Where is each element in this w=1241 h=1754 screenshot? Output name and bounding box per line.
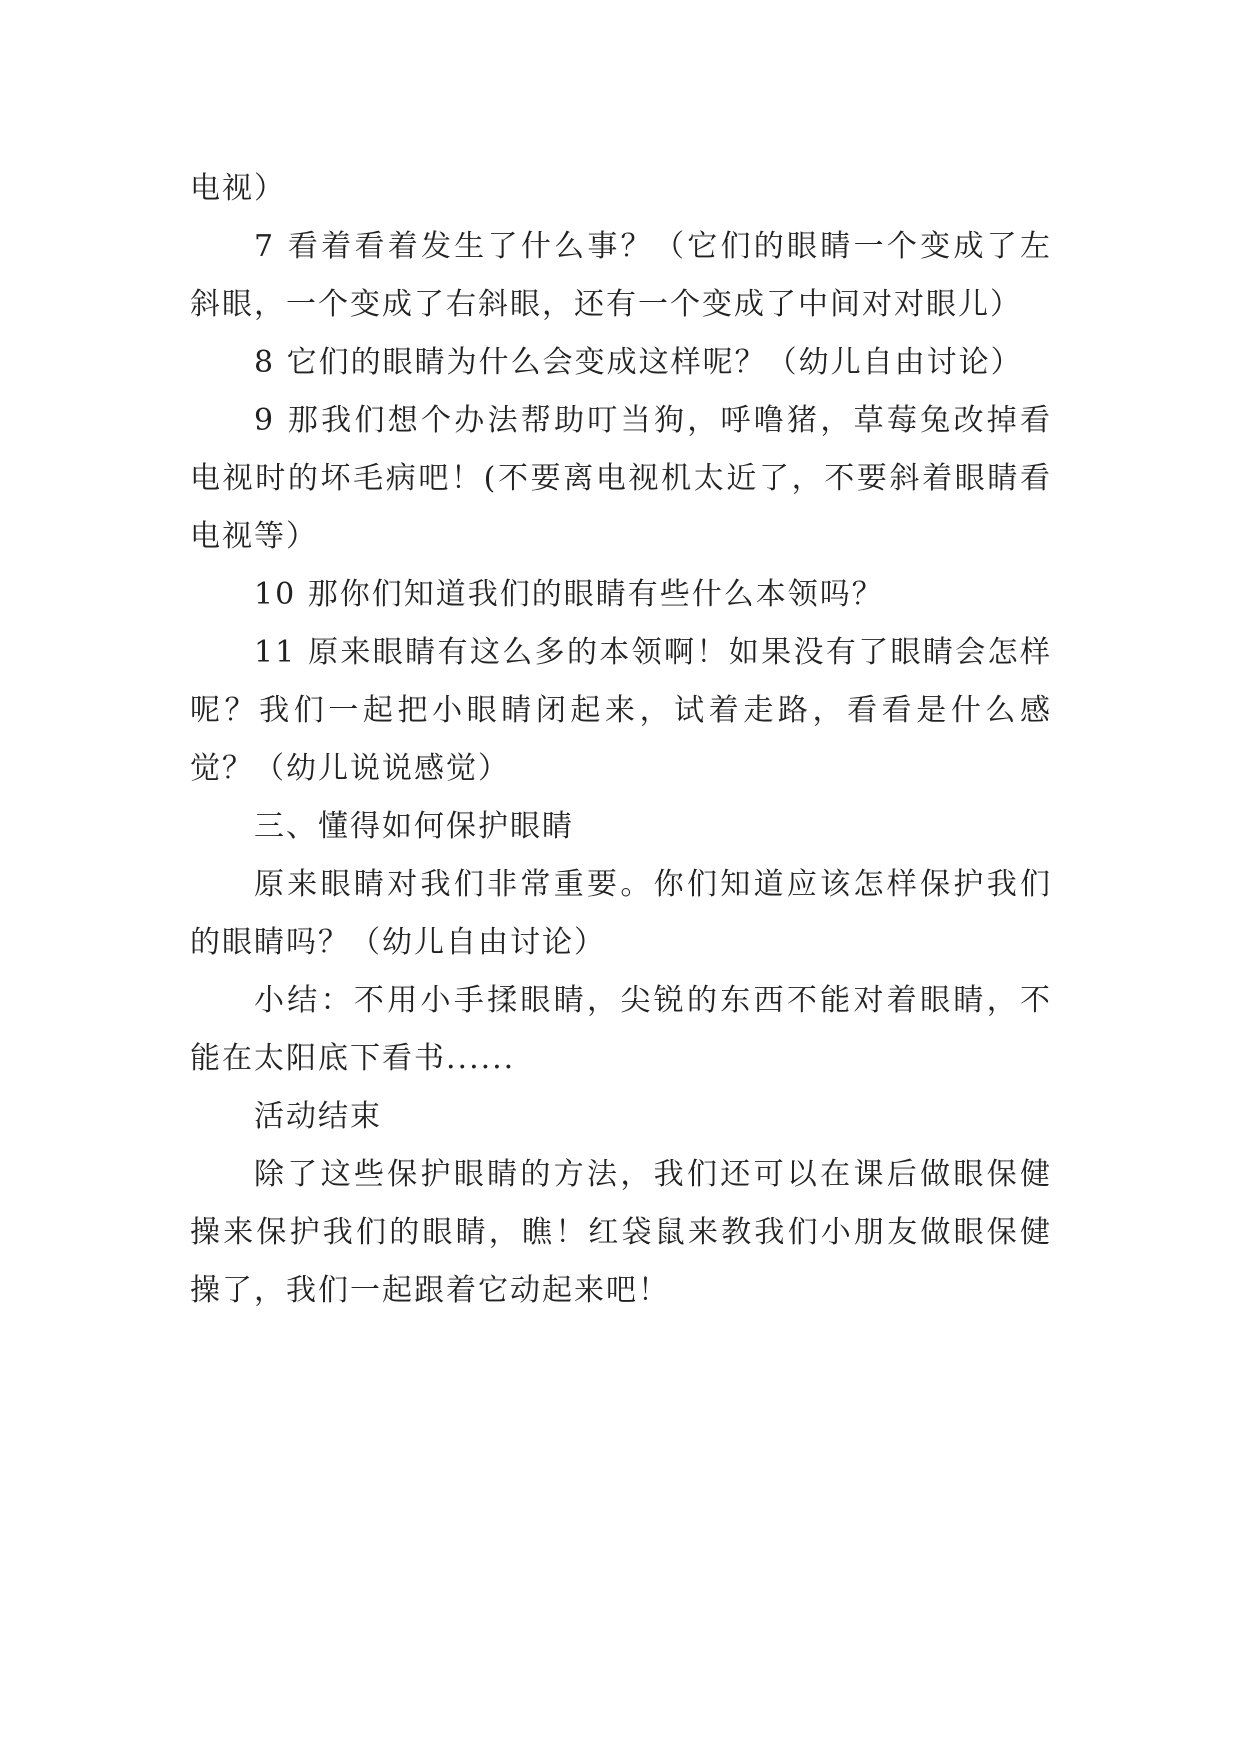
paragraph-4: 9 那我们想个办法帮助叮当狗，呼噜猪，草莓兔改掉看电视时的坏毛病吧！(不要离电视机太近了，不要斜着眼睛看电视等）: [190, 403, 1052, 554]
section-heading: 三、懂得如何保护眼睛: [254, 809, 574, 844]
paragraph-2: 7 看着看着发生了什么事？（它们的眼睛一个变成了左斜眼，一个变成了右斜眼，还有一个变成了中间对对眼儿）: [190, 229, 1052, 322]
document-body: [190, 160, 1052, 1320]
paragraph-8: 原来眼睛对我们非常重要。你们知道应该怎样保护我们的眼睛吗？（幼儿自由讨论）: [190, 867, 1052, 960]
summary-paragraph: 小结：不用小手揉眼睛，尖锐的东西不能对着眼睛，不能在太阳底下看书......: [190, 983, 1052, 1076]
paragraph-3: 8 它们的眼睛为什么会变成这样呢？（幼儿自由讨论）: [254, 345, 1023, 380]
activity-end-heading: 活动结束: [254, 1099, 382, 1134]
paragraph-6: 11 原来眼睛有这么多的本领啊！如果没有了眼睛会怎样呢？我们一起把小眼睛闭起来，试着走路，看看是什么感觉？（幼儿说说感觉）: [190, 635, 1052, 786]
paragraph-5: 10 那你们知道我们的眼睛有些什么本领吗？: [254, 577, 884, 612]
paragraph-1: 电视）: [190, 171, 286, 206]
paragraph-11: 除了这些保护眼睛的方法，我们还可以在课后做眼保健操来保护我们的眼睛，瞧！红袋鼠来教我们小朋友做眼保健操了，我们一起跟着它动起来吧！: [190, 1157, 1052, 1308]
